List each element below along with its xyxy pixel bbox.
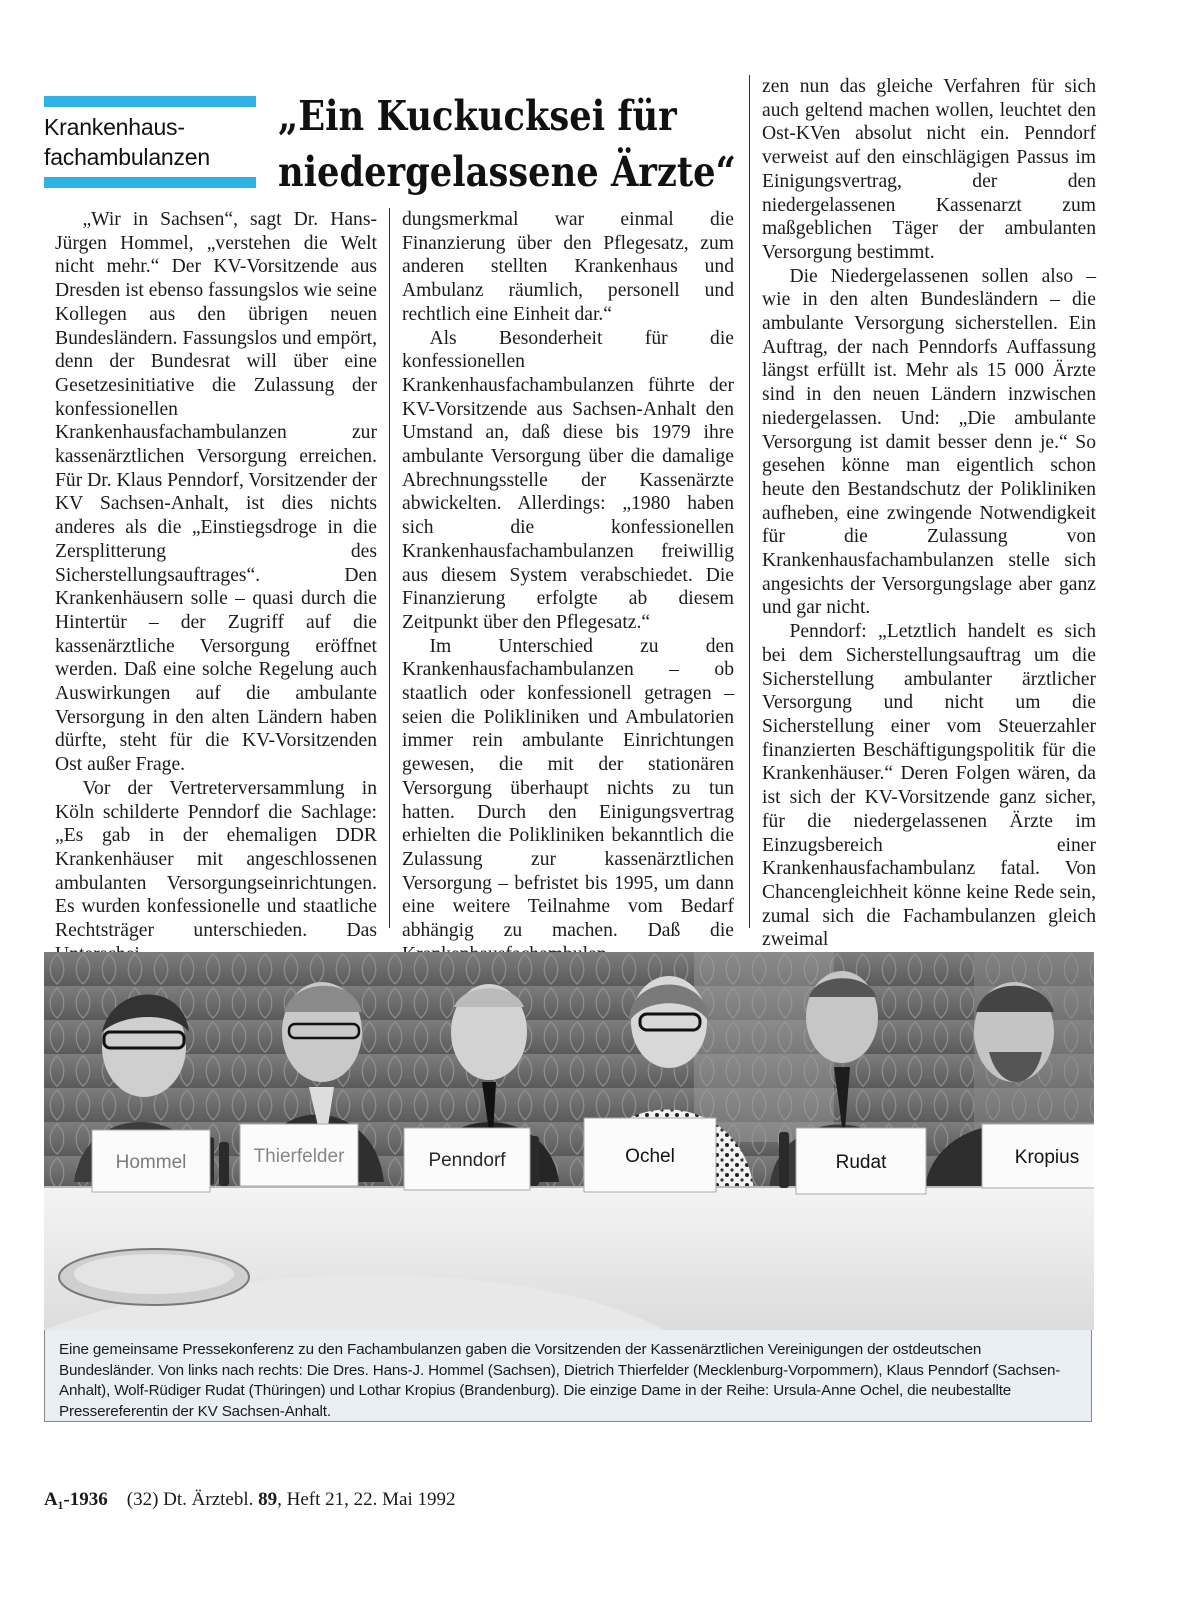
paragraph: zen nun das gleiche Verfahren für sich auch geltend machen wollen, leuchtet den Ost-KVen absolut nicht ein. Penndorf verweist auf den einschlägigen Passus im Einigungsvertrag, der den niedergelassenen Kassenarzt zum maßgeblichen Täger der ambulanten Versorgung bestimmt. <box>762 76 1096 263</box>
name-card-label: Penndorf <box>428 1150 506 1171</box>
column-divider <box>389 208 390 928</box>
journal-issue: (32) Dt. Ärztebl. <box>126 1489 254 1510</box>
press-conference-photo <box>44 952 1094 1330</box>
kicker-line-2: fachambulanzen <box>44 144 210 170</box>
paragraph: Im Unterschied zu den Krankenhausfachambulanzen – ob staatlich oder konfessionell getragen – seien die Polikliniken und Ambulatorien immer rein ambulante Einrichtungen gewesen, die mit der stationären Versorgung überhaupt nichts zu tun hatten. Durch den Einigungsvertrag erhielten die Polikliniken bekanntlich die Zulassung zur kassenärztlichen Versorgung – befristet bis 1995, um dann eine weitere Teilnahme vom Bedarf abhängig zu machen. Daß die <box>402 635 734 942</box>
name-card-label: Ochel <box>625 1146 675 1167</box>
column-divider <box>749 75 750 928</box>
journal-volume: 89 <box>258 1489 278 1510</box>
paragraph: Die Niedergelassenen sollen also – wie in den alten Bundesländern – die ambulante Versorgung sicherstellen. Ein Auftrag, der nach Penndorfs Auffassung längst erfüllt ist. Mehr als 15 000 Ärzte sind in den neuen Ländern inzwischen niedergelassen. Und: „Die ambulante Versorgung ist damit besser denn je.“ So gesehen könne man eigentlich schon heute den Bestandschutz der Polikliniken aufheben, eine zwingende Notwendigkeit für die Zulassung von Krankenhausfachambulanzen stelle sich angesichts der Versorgungslage aber ganz und gar nicht. <box>762 265 1096 619</box>
article-column-2 <box>402 208 734 967</box>
article-headline <box>278 88 736 200</box>
paragraph: Vor der Vertreterversammlung in Köln schilderte Penndorf die Sachlage: „Es gab in der ehemaligen DDR Krankenhäuser mit angeschlossenen ambulanten Versorgungseinrichtungen. Es wurden konfessionelle und staatliche Rechtsträger unterschieden. Das <box>55 777 377 942</box>
name-card-label: Hommel <box>115 1152 187 1173</box>
section-kicker <box>44 96 256 188</box>
kicker-bar-bottom <box>44 177 256 188</box>
page-number: A₁-1936 <box>44 1489 108 1510</box>
headline-line-2: niedergelassene Ärzte“ <box>278 148 736 196</box>
photo-caption: Eine gemeinsame Pressekonferenz zu den Fachambulanzen gaben die Vorsitzenden der Kassenärztlichen Vereinigungen der ostdeutschen Bundesländer. Von links nach rechts: Die Dres. Hans-J. Hommel (Sachsen), Dietrich Thierfelder (Mecklenburg-Vorpommern), Klaus Penndorf (Sachsen-Anhalt), Wolf-Rüdiger Rudat (Thüringen) und Lothar Kropius (Brandenburg). Die einzige Dame in der Reihe: Ursula-Anne Ochel, die neubestallte Pressereferentin der KV Sachsen-Anhalt. <box>44 1330 1092 1422</box>
page-footer <box>44 1489 456 1511</box>
kicker-bar-top <box>44 96 256 107</box>
paragraph: dungsmerkmal war einmal die Finanzierung über den Pflegesatz, zum anderen stellten Krankenhaus und Ambulanz räumlich, personell und rechtlich eine Einheit dar.“ <box>402 209 734 325</box>
kicker-text <box>44 112 210 172</box>
name-card-label: Rudat <box>835 1152 887 1173</box>
name-card-label: Thierfelder <box>253 1146 345 1167</box>
article-column-3 <box>762 75 1096 952</box>
paragraph: Als Besonderheit für die konfessionellen Krankenhausfachambulanzen führte der KV-Vorsitzende aus Sachsen-Anhalt den Umstand an, daß diese bis 1979 ihre ambulante Versorgung über die damalige Abrechnungsstelle der Kassenärzte abwickelten. Allerdings: „1980 haben sich die konfessionellen Krankenhausfachambulanzen freiwillig aus diesem System verabschiedet. Die Finanzierung erfolgte ab diesem Zeitpunkt über den Pflegesatz.“ <box>402 327 734 633</box>
headline-line-1: „Ein Kuckucksei für <box>278 92 677 140</box>
article-column-1 <box>55 208 377 967</box>
journal-date: , Heft 21, 22. Mai 1992 <box>277 1489 456 1510</box>
name-card-label: Kropius <box>1014 1147 1080 1168</box>
paragraph: Penndorf: „Letztlich handelt es sich bei dem Sicherstellungsauftrag um die Sicherstellung ambulanter ärztlicher Versorgung und nicht um die Sicherstellung einer vom Steuerzahler finanzierten Beschäftigungspolitik für die Krankenhäuser.“ Deren Folgen wären, da ist sich der KV-Vorsitzende ganz sicher, für die niedergelassenen Ärzte im Einzugsbereich einer Krankenhausfachambulanz fatal. Von Chancengleichheit könne keine Rede sein, zumal sich die Fachambulanzen gleich zweimal <box>762 621 1096 951</box>
kicker-line-1: Krankenhaus- <box>44 114 185 140</box>
paragraph: „Wir in Sachsen“, sagt Dr. Hans-Jürgen Hommel, „verstehen die Welt nicht mehr.“ Der KV-Vorsitzende aus Dresden ist ebenso fassungslos wie seine Kollegen aus den übrigen neuen Bundesländern. Fassungslos und empört, denn der Bundesrat will über eine Gesetzesinitiative die Zulassung der konfessionellen Krankenhausfachambulanzen zur kassenärztlichen Versorgung erreichen. Für Dr. Klaus Penndorf, Vorsitzender der KV Sachsen-Anhalt, ist dies nichts anderes als die „Einstiegsdroge in die Zersplitterung des Sicherstellungsauftrages“. Den Krankenhäusern solle – quasi durch die Hintertür – der Zugriff auf die kassenärztliche Versorgung eröffnet werden. Daß eine solche Regelung auch Auswirkungen auf die ambulante Versorgung in den alten Ländern haben dürfte, steht für die KV-Vorsitzenden Ost außer Frage. <box>55 209 377 776</box>
